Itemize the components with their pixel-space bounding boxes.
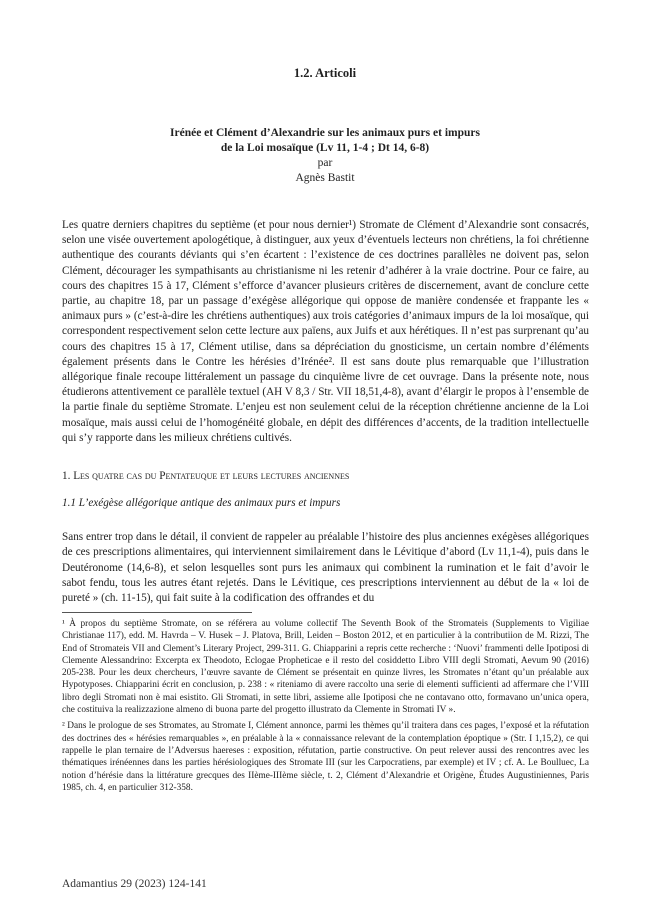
- footnote-1: ¹ À propos du septième Stromate, on se référera au volume collectif The Seventh Book of the Stromateis (Supplements to Vigiliae Christianae 117), edd. M. Havrda – V. Husek – J. Platova, Brill, Leiden – Boston 2012, et en particulier à la contributiion de M. Rizzi, The End of Stromateis VII and Clement’s Literary Project, 299-311. G. Chiapparini a repris cette recherche : ‘Nuovi’ frammenti delle Ipotiposi di Clemente Alessandrino: Excerpta ex Theodoto, Eclogae Propheticae e il resto del cosiddetto Libro VIII degli Stromati, Aevum 90 (2016) 205-238. Pour les deux chercheurs, l’œuvre savante de Clément se présentait en quinze livres, les Stromates n’étant qu’un préalable aux Hypotyposes. Chiapparini écrit en conclusion, p. 238 : « riteniamo di avere raccolto una serie di elementi sufficienti ad affermare che l’VIII libro degli Stromati non è mai esistito. Gli Stromati, in sette libri, assieme alle Ipotiposi che ne contavano otto, formavano un’unica opera, che costituiva la realizzazione almeno di buona parte del progetto illustrato da Clemente in Stromati IV ».: [62, 619, 589, 716]
- section-1-paragraph: [62, 519, 589, 617]
- footnote-separator: [62, 612, 252, 613]
- article-title-line-2: de la Loi mosaïque (Lv 11, 1-4 ; Dt 14, 6-8): [220, 142, 430, 154]
- intro-paragraph: [62, 218, 589, 446]
- section-1-heading: 1. Les quatre cas du Pentateuque et leurs lectures anciennes: [62, 470, 350, 482]
- subsection-1-1-heading: 1.1 L’exégèse allégorique antique des animaux purs et impurs: [62, 497, 341, 509]
- page-footer: Adamantius 29 (2023) 124-141: [62, 878, 207, 890]
- section-1-paragraph-text: Sans entrer trop dans le détail, il convient de rappeler au préalable l’histoire des plus anciennes exégèses allégoriques de ces prescriptions alimentaires, qui interviennent similairement dans le Lévitique d’abord (Lv 11,1-4), puis dans le Deutéronome (14,6-8), et selon lesquelles sont purs les animaux qui combinent la rumination et le fait d’avoir le sabot fendu, tous les autres étant rejetés. Dans le Lévitique, ces prescriptions interviennent au début de la « loi de pureté » (ch. 11-15), qui fait suite à la codification des offrandes et du: [62, 531, 589, 604]
- intro-paragraph-text: Les quatre derniers chapitres du septième (et pour nous dernier¹) Stromate de Clément d’Alexandrie sont consacrés, selon une visée ouvertement apologétique, à distinguer, aux yeux d’éventuels lecteurs non chrétiens, la foi chrétienne authentique des courants déviants qui s’en écartent : l’existence de ces doctrines parallèles ne doivent pas, selon Clément, décourager les sympathisants au christianisme ni les retenir d’adhérer à la vraie doctrine. Pour ce faire, au cours des chapitres 15 à 17, Clément s’efforce d’avancer plusieurs critères de discernement, avant de conclure cette partie, au chapitre 18, par un passage d’exégèse allégorique qui oppose de manière condensée et frappante les « animaux purs » (c’est-à-dire les chrétiens authentiques) aux trois catégories d’animaux impurs de la loi mosaïque, qui correspondent respectivement selon cette lecture aux païens, aux Juifs et aux hérétiques. Il n’est pas surprenant qu’au cours des chapitres 15 à 17, Clément utilise, dans sa dépréciation du gnosticisme, un certain nombre d’éléments également présents dans le Contre les hérésies d’Irénée². Il est sans doute plus remarquable que l’illustration allégorique finale recoupe littéralement un passage du cinquième livre de cet ouvrage. Dans la présente note, nous étudierons attentivement ce parallèle textuel (AH V 8,3 / Str. VII 18,51,4-8), avant d’élargir le propos à l’ensemble de la partie finale du septième Stromate. L’enjeu est non seulement celui de la réception chrétienne ancienne de la Loi mosaïque, mais aussi celui de l’homogénéité globale, en dépit des différences d’accents, de la tradition intellectuelle qui s’y rapporte dans les milieux chrétiens cultivés.: [62, 219, 590, 444]
- footnote-2: ² Dans le prologue de ses Stromates, au Stromate I, Clément annonce, parmi les thèmes qu’il traitera dans ces pages, l’exposé et la réfutation des doctrines des « hérésies remarquables », en préalable à la « connaissance relevant de la contemplation époptique » (Str. I 1,15,2), ce qui rappelle le plan ternaire de l’Adversus haereses : exposition, réfutation, partie constructive. On peut relever aussi des rencontres avec les thématiques irénéennes dans les parties hérésiologiques des Stromate III (sur les Carpocratiens, par exemple) et IV ; cf. A. Le Boulluec, La notion d’hérésie dans la littérature grecques des IIème-IIIème siècle, t. 2, Clément d’Alexandrie et Origène, Études Augustiniennes, Paris 1985, ch. 4, en particulier 312-358.: [62, 721, 589, 793]
- byline: par: [317, 157, 333, 169]
- footnotes: [62, 618, 589, 798]
- author-name: Agnès Bastit: [295, 172, 355, 184]
- article-title-line-1: Irénée et Clément d’Alexandrie sur les animaux purs et impurs: [170, 127, 480, 139]
- article-title-block: [0, 126, 650, 186]
- section-heading: 1.2. Articoli: [293, 66, 357, 80]
